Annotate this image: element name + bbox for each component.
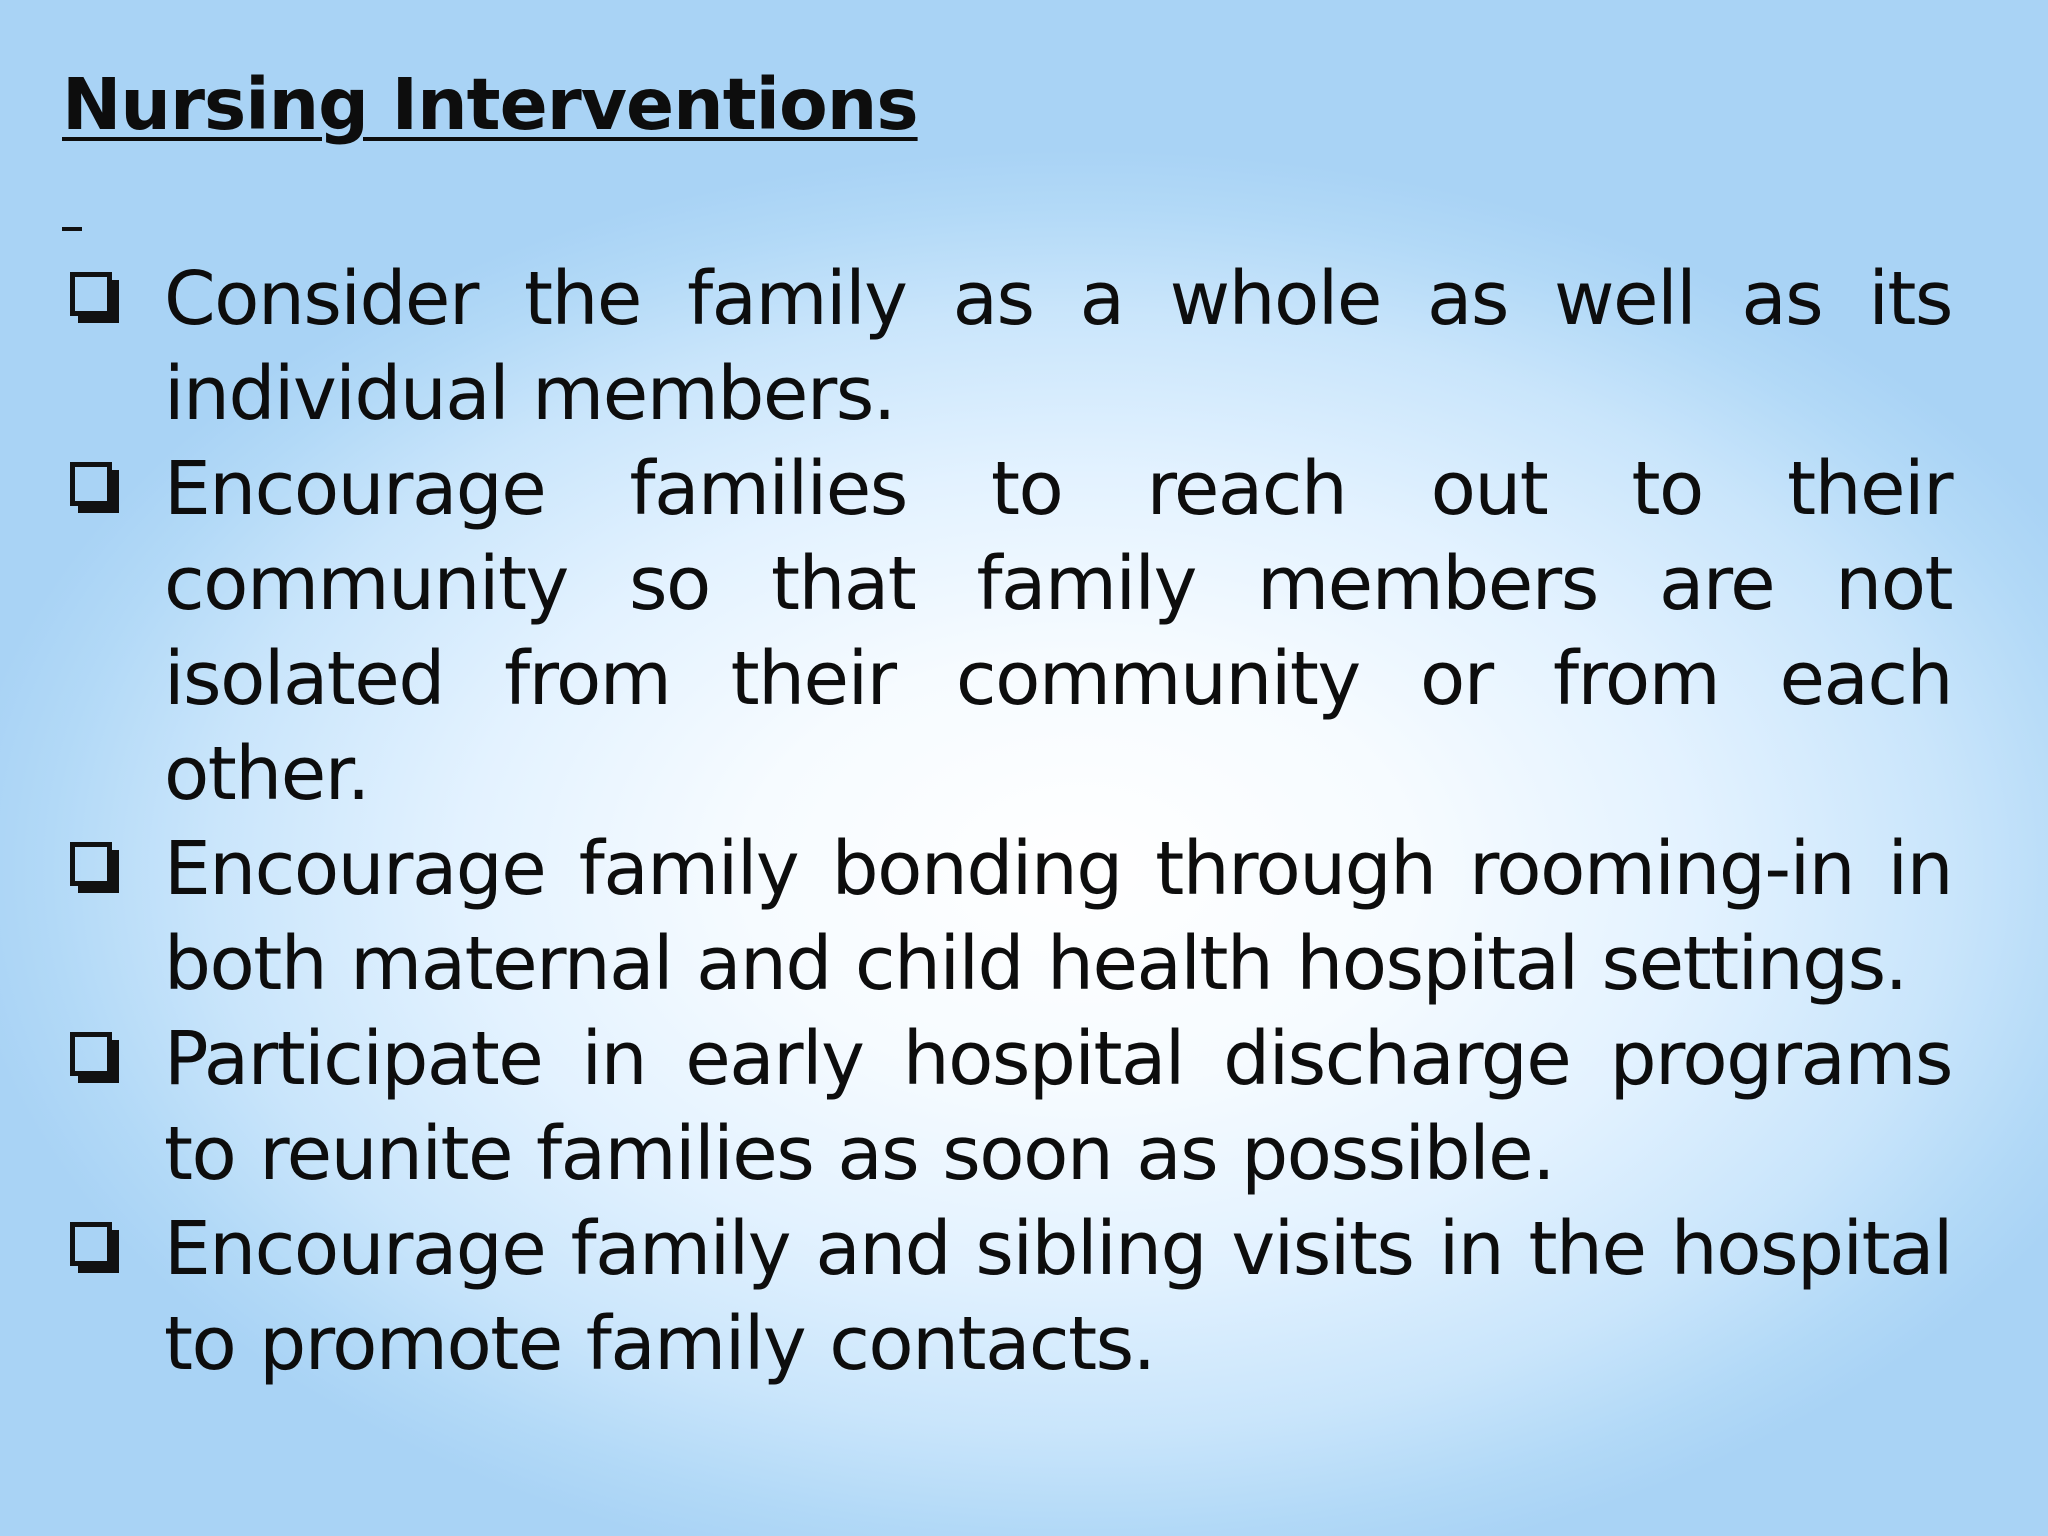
checkbox-square-icon (70, 1032, 112, 1076)
bullet-text: Participate in early hospital discharge programs to reunite families as soon as possible. (164, 1016, 1952, 1197)
checkbox-square-icon (70, 842, 112, 886)
checkbox-square-icon (70, 1222, 112, 1266)
bullet-text: Encourage families to reach out to their community so that family members are not isolated from their community or from each other. (164, 446, 1952, 817)
bullet-text: Encourage family bonding through rooming-in in both maternal and child health hospital settings. (164, 826, 1952, 1007)
bullet-item (62, 1012, 1952, 1202)
checkbox-square-icon (70, 462, 112, 506)
bullet-text: Consider the family as a whole as well as its individual members. (164, 256, 1952, 437)
bullet-item (62, 442, 1952, 822)
bullet-item (62, 822, 1952, 1012)
bullet-list (62, 252, 1952, 1392)
bullet-item (62, 1202, 1952, 1392)
checkbox-square-icon (70, 272, 112, 316)
bullet-text: Encourage family and sibling visits in the hospital to promote family contacts. (164, 1206, 1952, 1387)
bullet-item (62, 252, 1952, 442)
stray-underscore-mark (62, 227, 82, 231)
slide-title: Nursing Interventions (62, 63, 918, 146)
